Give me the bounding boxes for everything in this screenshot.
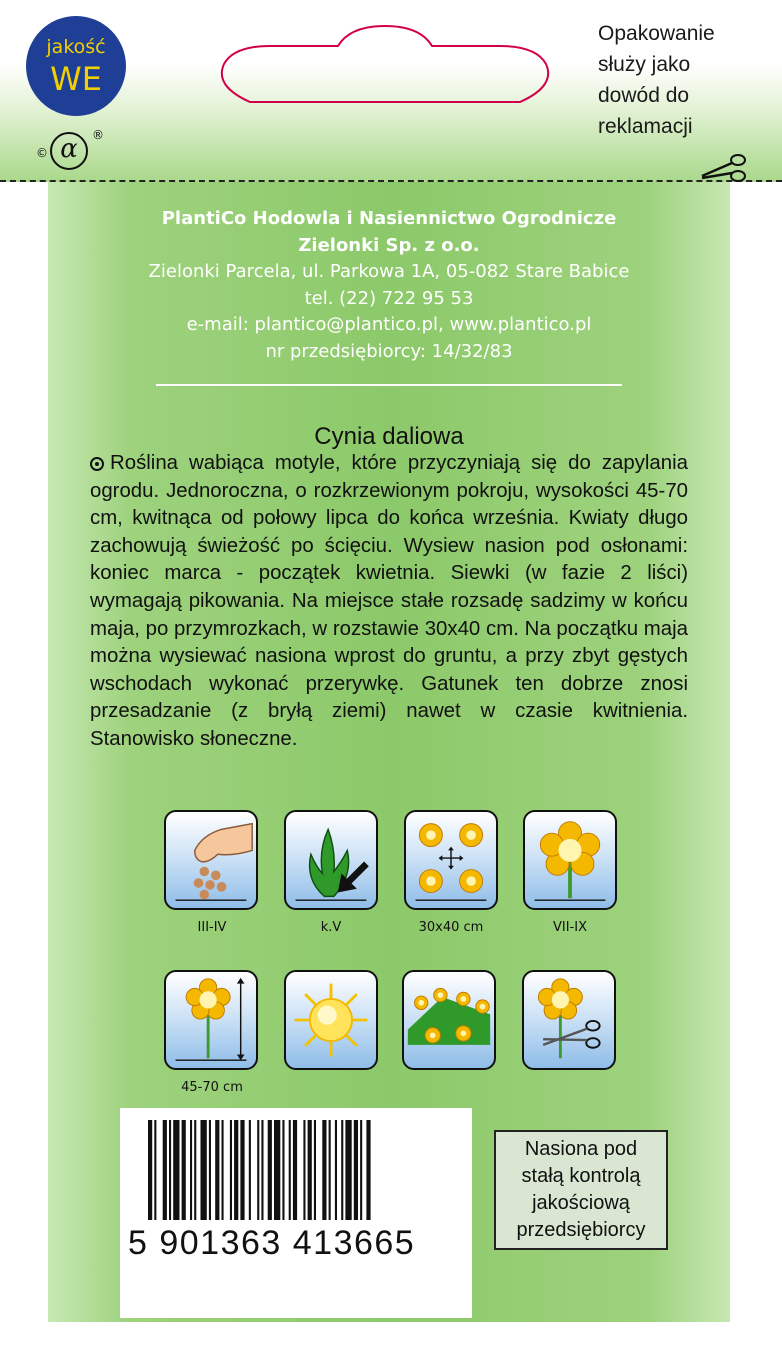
quality-control-box: Nasiona pod stałą kontrolą jakościową przedsiębiorcy	[494, 1130, 668, 1250]
cut-line	[0, 180, 782, 182]
company-info	[48, 206, 730, 365]
sowing-caption: III-IV	[197, 920, 227, 935]
product-title: Cynia daliowa	[314, 423, 464, 450]
annual-plant-icon	[90, 457, 104, 471]
barcode-area	[120, 1108, 472, 1318]
logo-text-line1: jakość	[46, 36, 106, 58]
alpha-trademark-icon: © α ®	[36, 128, 116, 168]
company-registry: nr przedsiębiorcy: 14/32/83	[265, 340, 513, 362]
company-address: Zielonki Parcela, ul. Parkowa 1A, 05-082 Stare Babice	[148, 261, 630, 282]
packaging-note: Opakowanie służy jako dowód do reklamacji	[598, 22, 715, 138]
height-icon	[164, 970, 258, 1070]
company-phone: tel. (22) 722 95 53	[304, 287, 474, 309]
sun-icon	[284, 970, 378, 1070]
spacing-caption: 30x40 cm	[418, 920, 484, 935]
product-description: Roślina wabiąca motyle, które przyczyniają się do zapylania ogrodu. Jednoroczna, o rozkrzewionym pokroju, wysokości 45-70 cm, kwitnąca od połowy lipca do końca września. Kwiaty długo zachowują świeżość po ścięciu. Wysiew nasion pod osłonami: koniec marca - początek kwietnia. Siewki (w fazie 2 liści) wymagają pikowania. Na miejsce stałe rozsadę sadzimy w końcu maja, po przymrozkach, w rozstawie 30x40 cm. Na początku maja można wysiewać nasiona wprost do gruntu, a przy zbyt gęstych wschodach wykonać przerywkę. Gatunek ten dobrze znosi przesadzanie (z bryłą ziemi) nawet w czasie kwitnienia. Stanowisko słoneczne.	[90, 452, 688, 750]
company-contact: e-mail: plantico@plantico.pl, www.plantico.pl	[186, 314, 592, 335]
planting-icon	[284, 810, 378, 910]
scissors-icon	[700, 152, 750, 184]
height-caption: 45-70 cm	[181, 1080, 243, 1095]
cut-flower-icon	[522, 970, 616, 1070]
spacing-icon	[404, 810, 498, 910]
company-name-1: PlantiCo Hodowla i Nasiennictwo Ogrodnicze	[161, 208, 617, 229]
company-name-2: Zielonki Sp. z o.o.	[298, 234, 480, 256]
barcode-number: 5 901363 413665	[128, 1224, 416, 1262]
flowering-icon	[523, 810, 617, 910]
logo-text-line2: WE	[50, 60, 102, 98]
flowering-caption: VII-IX	[553, 920, 587, 935]
quality-logo	[26, 16, 126, 116]
field-icon	[402, 970, 496, 1070]
divider	[156, 384, 622, 386]
hanger-hole	[210, 24, 560, 106]
planting-caption: k.V	[320, 920, 342, 935]
sowing-icon	[164, 810, 258, 910]
